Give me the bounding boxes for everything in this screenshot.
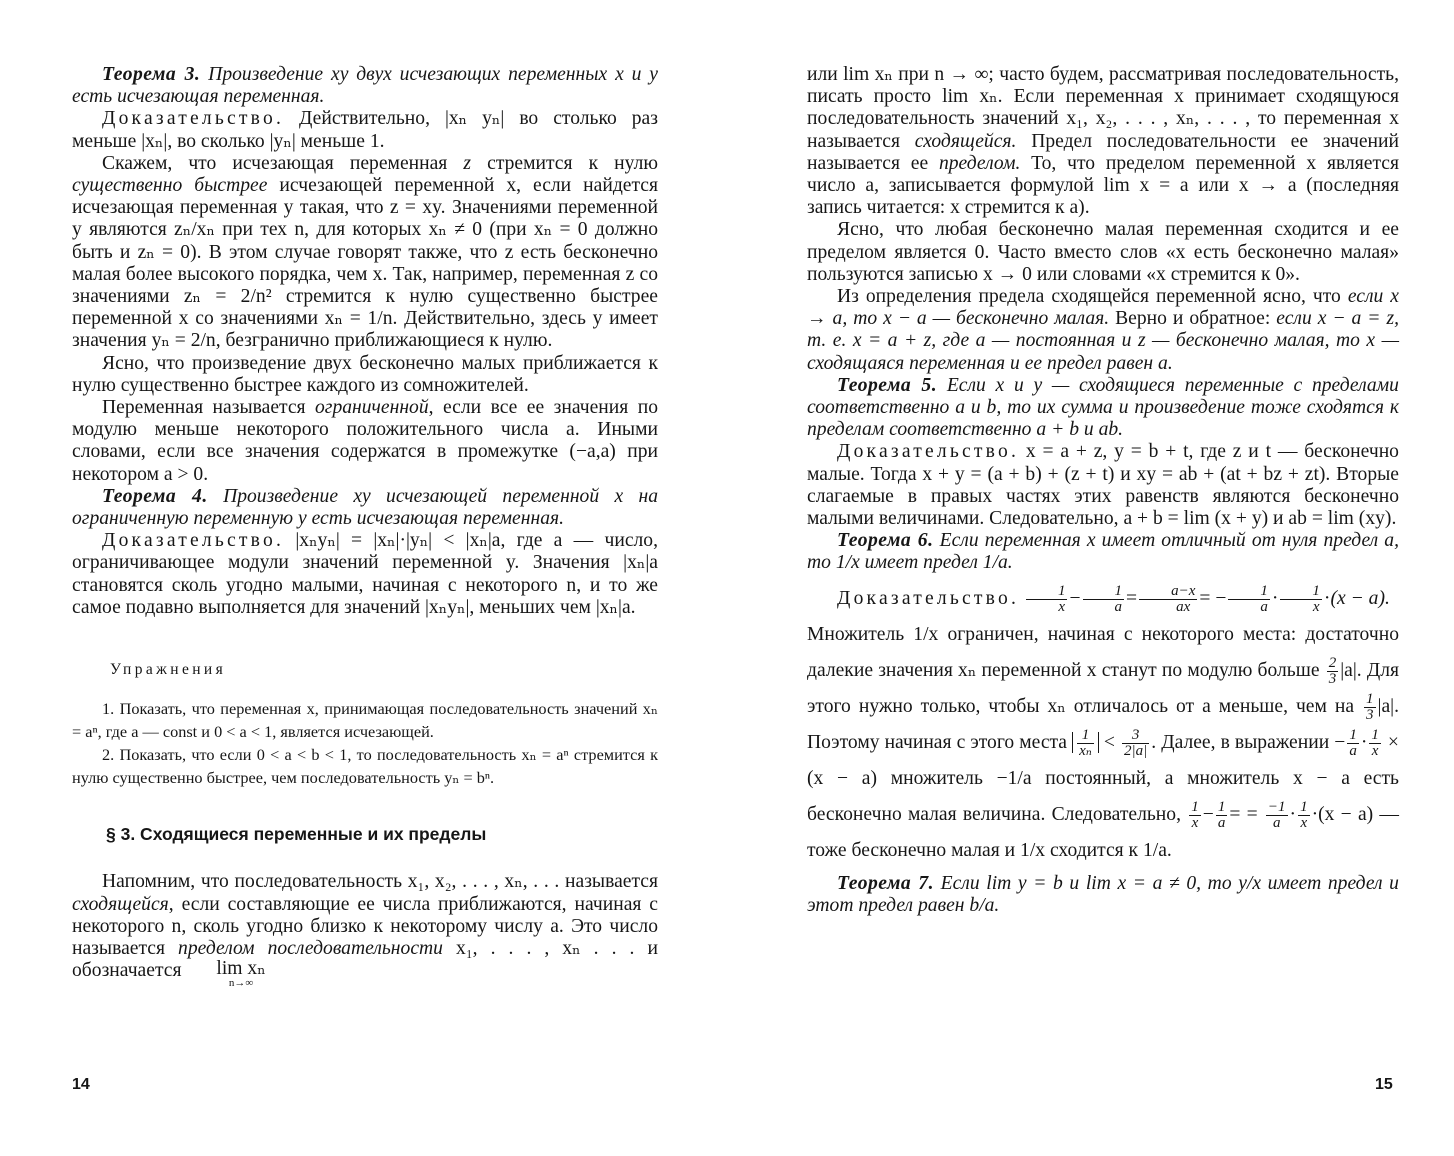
fraction: $\frac{1}{a}$ — [1228, 584, 1270, 615]
text-span: . Далее, в выражении — [1151, 731, 1330, 753]
proof-3 — [72, 108, 658, 152]
theorem-5 — [807, 375, 1399, 442]
fraction: $\frac{1}{x}$ — [1280, 584, 1322, 615]
text-span: Множитель 1/x ограничен, начиная с некоторого места: достаточно далекие значения xₙ переменной x станут по модулю больше — [807, 623, 1399, 681]
text-span: Из определения предела сходящейся переменной ясно, что — [837, 286, 1341, 308]
proof-4 — [72, 530, 658, 619]
page-number-right: 15 — [1375, 1076, 1393, 1093]
paragraph-multiplier: Множитель 1/x ограничен, начиная с некоторого места: достаточно далекие значения xₙ переменной x станут по модулю больше $\frac{2}{3}$ |a|. Для этого нужно только, чтобы xₙ отличалось от a меньше, чем на $\frac{1}{3}$ |a|. Поэтому начиная с этого места $\frac{1}{\text{xₙ}}$ < $\frac{3}{2|a|}$ . Далее, в выражении − $\frac{1}{a}$ · $\frac{1}{x}$ × (x − a) множитель −1/a постоянный, а множитель x − a есть бесконечно малая величина. Следовательно, $\frac{1}{x}$ − $\frac{1}{a}$ = = $\frac{-1}{a}$ · $\frac{1}{x}$ ·(x − a) — тоже бесконечно малая и 1/x сходится к 1/a. — [807, 623, 1400, 861]
exercises-heading: Упражнения — [110, 661, 227, 679]
fraction: $\frac{1}{x}$ — [1300, 798, 1308, 831]
paragraph-continued — [807, 64, 1399, 219]
proof-label: Доказательство. — [102, 108, 285, 130]
text-span: Скажем, что исчезающая переменная — [102, 152, 448, 174]
paragraph-definition — [807, 286, 1399, 375]
theorem-4 — [72, 486, 658, 530]
proof-6-formula-tail: (x − a). — [1330, 587, 1390, 609]
emphasis: ограниченной — [315, 397, 429, 419]
paragraph-product — [72, 353, 658, 397]
emphasis: существенно быстрее — [72, 175, 268, 197]
text-span: |a|. Для этого нужно только, чтобы xₙ отличалось от a меньше, чем на — [807, 659, 1399, 717]
text-span: Переменная называется — [102, 397, 306, 419]
emphasis: если x − a = z, т. е. x = a + z, где a — постоянная и z — бесконечно малая, то x — сходящаяся переменная и ее предел равен a. — [807, 308, 1399, 374]
text-span: Верно и обратное: — [1115, 308, 1271, 330]
proof-label: Доказательство. — [837, 587, 1020, 609]
paragraph-bounded — [72, 397, 658, 486]
text-span: , если составляющие ее числа приближаются, начиная с некоторого n, сколь угодно близко к некоторому числу a. Это число называется — [72, 893, 658, 960]
theorem-5-text: Если x и y — сходящиеся переменные с пределами соответственно a и b, то их сумма и произведение тоже сходятся к пределам соответственно a + b и ab. — [807, 374, 1399, 441]
text-span: Напомним, что последовательность x₁, x₂, . . . , xₙ, . . . называется — [102, 871, 658, 893]
fraction: $\frac{1}{3}$ — [1366, 690, 1374, 723]
text-span: (x − a) — тоже бесконечно малая и 1/x сходится к 1/a. — [807, 803, 1400, 861]
paragraph-infinitesimal — [807, 219, 1399, 286]
fraction: $\frac{2}{3}$ — [1328, 654, 1337, 687]
left-text-column — [72, 64, 658, 988]
text-span: × (x − a) множитель −1/a постоянный, а множитель x − a есть бесконечно малая величина. Следовательно, — [807, 731, 1399, 825]
fraction: $\frac{1}{x}$ — [1191, 798, 1199, 831]
fraction: $\frac{1}{a}$ — [1217, 798, 1226, 831]
text-span: исчезающей переменной x, если найдется исчезающая переменная y такая, что z = xy. Значениями переменной y являются zₙ/xₙ при тех n, для которых xₙ ≠ 0 (при xₙ = 0 должно быть и zₙ = 0). В этом случае говорят также, что z есть бесконечно малая более высокого порядка, чем x. Так, например, переменная z со значениями zₙ = 2/n² стремится к нулю существенно быстрее переменной x со значениями xₙ = 1/n. Действительно, здесь y имеет значения yₙ = 2/n, безгранично приближающиеся к нулю. — [72, 175, 659, 352]
theorem-4-text: Произведение xy исчезающей переменной x на ограниченную переменную y есть исчезающая переменная. — [72, 485, 658, 530]
text-span: Ясно, что произведение двух бесконечно малых приближается к нулю существенно быстрее каждого из сомножителей. — [72, 352, 658, 396]
right-text-column — [807, 64, 1399, 917]
fraction: $\frac{1}{a}$ — [1349, 726, 1357, 759]
theorem-7-text: Если lim y = b и lim x = a ≠ 0, то y/x имеет предел и этот предел равен b/a. — [807, 872, 1399, 916]
theorem-3-label: Теорема 3. — [102, 64, 201, 85]
theorem-3-text: Произведение xy двух исчезающих переменных x и y есть исчезающая переменная. — [72, 64, 658, 108]
fraction: $\frac{a-x}{ax}$ — [1139, 584, 1197, 615]
theorem-7 — [807, 873, 1399, 917]
exercise-1: 1. Показать, что переменная x, принимающая последовательность значений xₙ = aⁿ, где a — const и 0 < a < 1, является исчезающей. — [72, 699, 658, 742]
emphasis: сходящейся. — [914, 130, 1017, 152]
theorem-5-label: Теорема 5. — [837, 374, 938, 396]
limit-notation — [186, 960, 265, 988]
text-span: или lim xₙ при n → ∞; часто будем, рассматривая последовательность, писать просто lim xₙ. Если переменная x принимает сходящуюся последовательность значений x₁, x₂, . . . , xₙ, . . . , то переменная x называется — [807, 64, 1399, 152]
paragraph-recall — [72, 871, 658, 988]
fraction: $\frac{1}{x}$ — [1371, 726, 1379, 759]
fraction: $\frac{-1}{a}$ — [1267, 798, 1286, 831]
theorem-3 — [72, 64, 658, 108]
text-span: |a|. Поэтому начиная с этого места — [807, 695, 1399, 753]
theorem-7-label: Теорема 7. — [837, 872, 935, 894]
proof-6: Доказательство. $\frac{1}{x}$ − $\frac{1}{a}$ = $\frac{a-x}{ax}$ = − $\frac{1}{a}$ · $\frac{1}{x}$ ·(x − a). — [837, 582, 1390, 615]
text-span: стремится к нулю — [487, 152, 659, 174]
theorem-6-label: Теорема 6. — [837, 530, 934, 552]
fraction: $\frac{1}{x}$ — [1026, 584, 1068, 615]
right-page — [727, 0, 1454, 1156]
proof-3-text: Действительно, |xₙ yₙ| во столько раз меньше |xₙ|, во сколько |yₙ| меньше 1. — [72, 108, 658, 152]
emphasis: пределом последовательности — [178, 938, 443, 960]
proof-5 — [807, 441, 1399, 530]
page-number-left: 14 — [72, 1076, 90, 1093]
fraction: $\frac{3}{2|a|}$ — [1124, 726, 1148, 759]
emphasis: если x → a, то x − a — бесконечно малая. — [807, 286, 1399, 330]
emphasis: сходящейся — [72, 893, 169, 915]
proof-label: Доказательство. — [837, 441, 1020, 463]
proof-label: Доказательство. — [102, 530, 285, 552]
paragraph-faster: Скажем, что исчезающая переменная z стремится к нулю существенно быстрее исчезающей переменной x, если найдется исчезающая переменная y такая, что z = xy. Значениями переменной y являются zₙ/xₙ при тех n, для которых xₙ ≠ 0 (при xₙ = 0 должно быть и zₙ = 0). В этом случае говорят также, что z есть бесконечно малая более высокого порядка, чем x. Так, например, переменная z со значениями zₙ = 2/n² стремится к нулю существенно быстрее переменной x со значениями xₙ = 1/n. Действительно, здесь y имеет значения yₙ = 2/n, безгранично приближающиеся к нулю. — [72, 152, 659, 352]
emphasis: пределом. — [938, 152, 1021, 174]
section-title: § 3. Сходящиеся переменные и их пределы — [106, 824, 487, 845]
limit-subscript: n→∞ — [228, 977, 254, 990]
text-span: То, что пределом переменной x является число a, записывается формулой lim x = a или x → a (последняя запись читается: x стремится к a). — [807, 152, 1399, 219]
theorem-6-text: Если переменная x имеет отличный от нуля предел a, то 1/x имеет предел 1/a. — [807, 530, 1399, 574]
proof-5-text: x = a + z, y = b + t, где z и t — бесконечно малые. Тогда x + y = (a + b) + (z + t) и xy = ab + (at + bz + zt). Вторые слагаемые в правых частях этих равенств являются бесконечно малыми величинами. Следовательно, a + b = lim (x + y) и ab = lim (xy). — [807, 441, 1399, 530]
theorem-6 — [807, 530, 1399, 574]
absolute-value: $\frac{1}{\text{xₙ}}$ — [1072, 732, 1099, 753]
text-span: , если все ее значения по модулю меньше некоторого положительного числа a. Иными словами, если все значения содержатся в промежутке (−a,a) при некотором a > 0. — [72, 397, 659, 485]
exercise-2: 2. Показать, что если 0 < a < b < 1, то последовательность xₙ = aⁿ стремится к нулю существенно быстрее, чем последовательность yₙ = bⁿ. — [72, 745, 658, 788]
text-span: x₁, . . . , xₙ . . . и обозначается — [72, 938, 658, 982]
text-span: Ясно, что любая бесконечно малая переменная сходится и ее пределом является 0. Часто вместо слов «x есть бесконечно малая» пользуются записью x → 0 или словами «x стремится к 0». — [807, 219, 1399, 285]
theorem-4-label: Теорема 4. — [102, 485, 208, 507]
limit-main: lim xₙ — [216, 958, 266, 980]
fraction: $\frac{1}{a}$ — [1083, 584, 1125, 615]
text-span: Предел последовательности ее значений называется ее — [807, 130, 1399, 174]
proof-4-text: |xₙyₙ| = |xₙ|·|yₙ| < |xₙ|a, где a — число, ограничивающее модули значений переменной y. Значения |xₙ|a становятся сколь угодно малыми, начиная с некоторого n, и то же самое подавно выполняется для значений |xₙyₙ|, меньших чем |xₙ|a. — [72, 530, 658, 618]
